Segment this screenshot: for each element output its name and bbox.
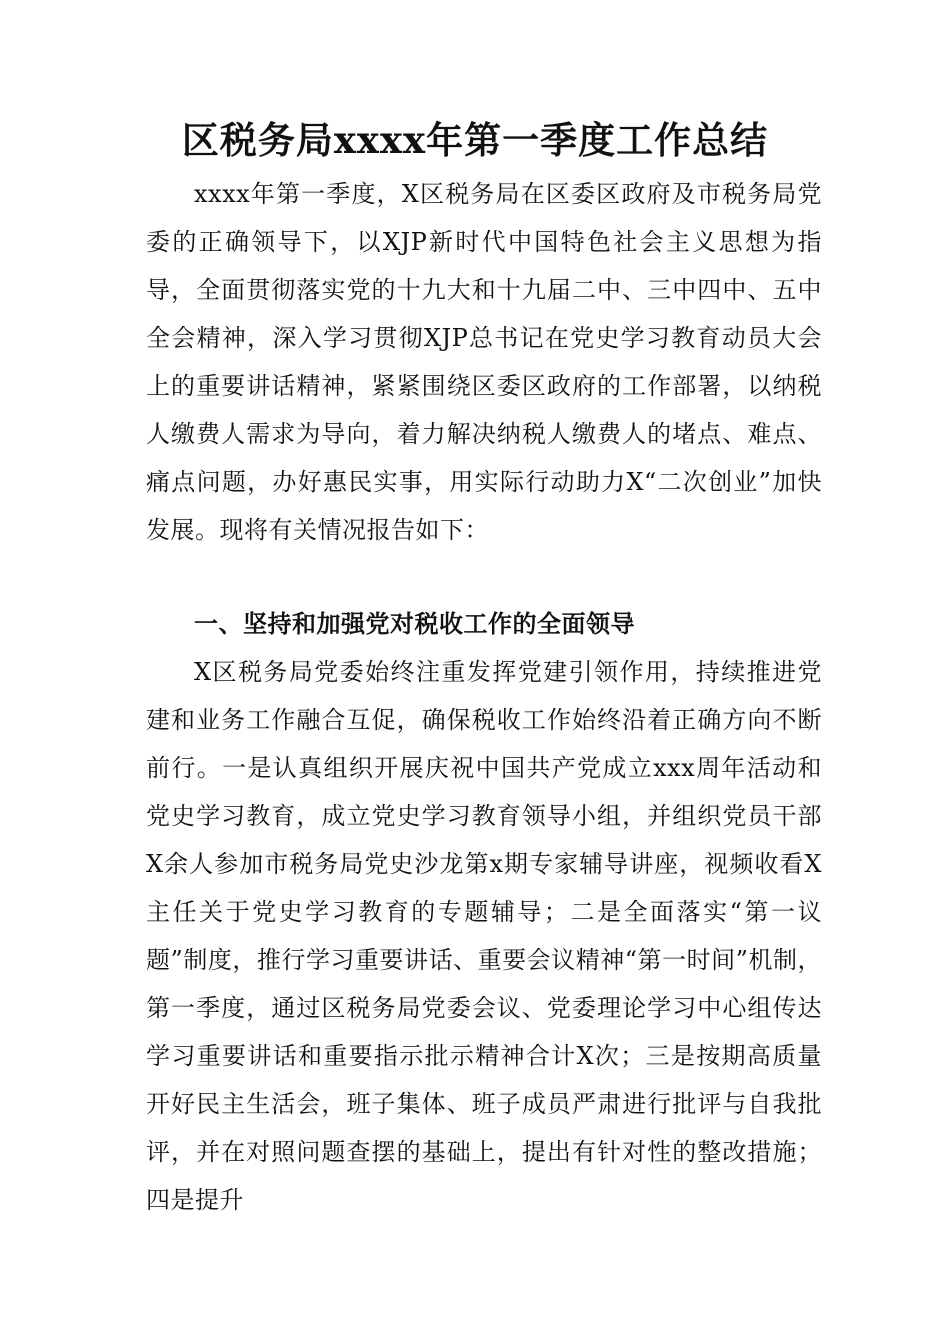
document-title: 区税务局xxxx年第一季度工作总结 [181, 118, 769, 162]
intro-paragraph: xxxx年第一季度，X区税务局在区委区政府及市税务局党委的正确领导下，以XJP新时代中国特色社会主义思想为指导，全面贯彻落实党的十九大和十九届二中、三中四中、五中全会精神，深入学习贯彻XJP总书记在党史学习教育动员大会上的重要讲话精神，紧紧围绕区委区政府的工作部署，以纳税人缴费人需求为导向，着力解决纳税人缴费人的堵点、难点、痛点问题，办好惠民实事，用实际行动助力X“二次创业”加快发展。现将有关情况报告如下： [146, 180, 822, 544]
section-paragraph: X区税务局党委始终注重发挥党建引领作用，持续推进党建和业务工作融合互促，确保税收工作始终沿着正确方向不断前行。一是认真组织开展庆祝中国共产党成立xxx周年活动和党史学习教育，成立党史学习教育领导小组，并组织党员干部X余人参加市税务局党史沙龙第x期专家辅导讲座，视频收看X主任关于党史学习教育的专题辅导；二是全面落实“第一议题”制度，推行学习重要讲话、重要会议精神“第一时间”机制，第一季度，通过区税务局党委会议、党委理论学习中心组传达学习重要讲话和重要指示批示精神合计X次；三是按期高质量开好民主生活会，班子集体、班子成员严肃进行批评与自我批评，并在对照问题查摆的基础上，提出有针对性的整改措施；四是提升 [146, 658, 822, 1214]
section-heading: 一、坚持和加强党对税收工作的全面领导 [194, 610, 635, 638]
